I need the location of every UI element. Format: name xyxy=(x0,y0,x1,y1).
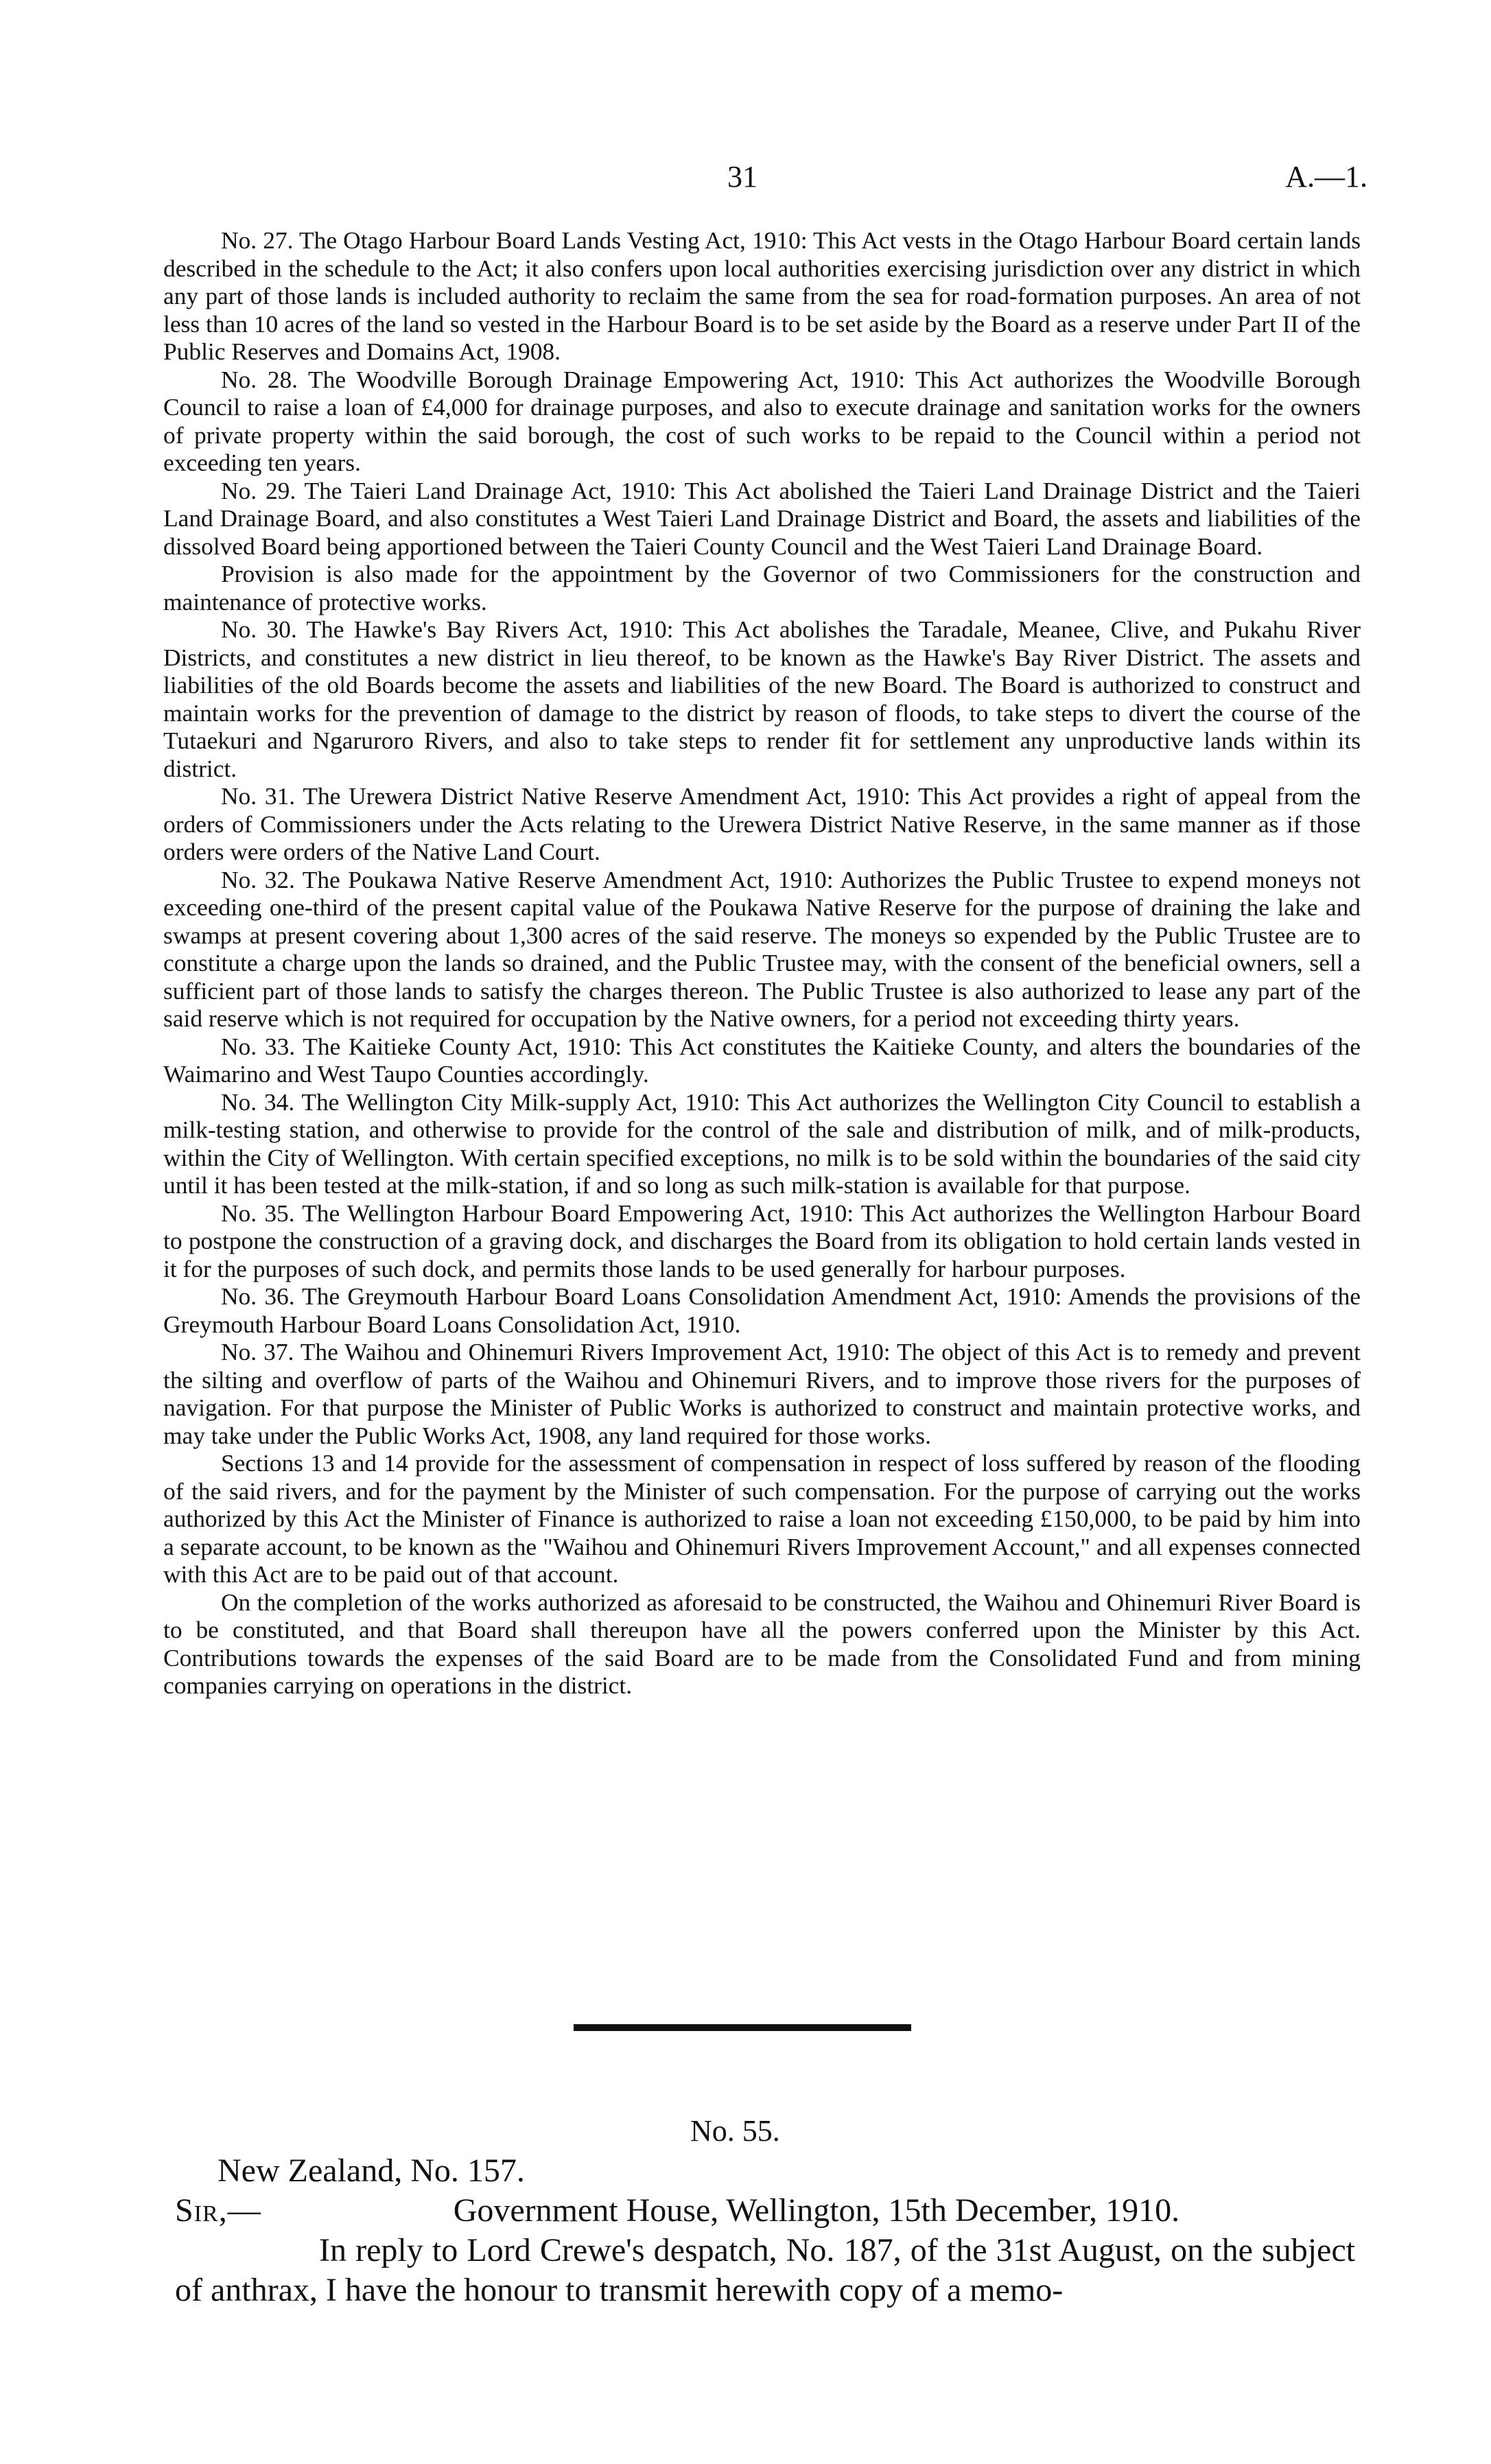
despatch-opening: In reply to Lord Crewe's despatch, No. 187, of the 31st August, on the subject of anthrax, I have the honour to transmit herewith copy of a memo- xyxy=(175,2232,1355,2308)
paragraph-act-33: No. 33. The Kaitieke County Act, 1910: This Act constitutes the Kaitieke County, and alters the boundaries of the Waimarino and West Taupo Counties accordingly. xyxy=(163,1032,1361,1088)
paragraph-act-35: No. 35. The Wellington Harbour Board Empowering Act, 1910: This Act authorizes the Wellington Harbour Board to postpone the construction of a graving dock, and discharges the Board from its obligation to hold certain lands vested in it for the purposes of such dock, and permits those lands to be used generally for harbour purposes. xyxy=(163,1199,1361,1282)
paragraph-act-36: No. 36. The Greymouth Harbour Board Loans Consolidation Amendment Act, 1910: Amends the provisions of the Greymouth Harbour Board Loans Consolidation Act, 1910. xyxy=(163,1282,1361,1338)
paragraph-act-37: No. 37. The Waihou and Ohinemuri Rivers Improvement Act, 1910: The object of this Act is to remedy and prevent the silting and overflow of parts of the Waihou and Ohinemuri Rivers, and to improve those rivers for the purposes of navigation. For that purpose the Minister of Public Works is authorized to construct and maintain protective works, and may take under the Public Works Act, 1908, any land required for those works. xyxy=(163,1338,1361,1449)
paragraph-act-37-sections: Sections 13 and 14 provide for the assessment of compensation in respect of loss suffered by reason of the flooding of the said rivers, and for the payment by the Minister of such compensation. For the purpose of carrying out the works authorized by this Act the Minister of Finance is authorized to raise a loan not exceeding £150,000, to be paid by him into a separate account, to be known as the "Waihou and Ohinemuri Rivers Improvement Account," and all expenses connected with this Act are to be paid out of that account. xyxy=(163,1449,1361,1588)
series-reference: A.—1. xyxy=(1285,160,1367,193)
salutation-line xyxy=(175,2191,1355,2231)
paragraph-act-31: No. 31. The Urewera District Native Reserve Amendment Act, 1910: This Act provides a right of appeal from the orders of Commissioners under the Acts relating to the Urewera District Native Reserve, in the same manner as if those orders were orders of the Native Land Court. xyxy=(163,782,1361,865)
paragraph-act-37-completion: On the completion of the works authorized as aforesaid to be constructed, the Waihou and Ohinemuri River Board is to be constituted, and that Board shall thereupon have all the powers conferred upon the Minister by this Act. Contributions towards the expenses of the said Board are to be made from the Consolidated Fund and from mining companies carrying on operations in the district. xyxy=(163,1588,1361,1699)
paragraph-act-32: No. 32. The Poukawa Native Reserve Amendment Act, 1910: Authorizes the Public Trustee to expend moneys not exceeding one-third of the present capital value of the Poukawa Native Reserve for the purpose of draining the lake and swamps at present covering about 1,300 acres of the said reserve. The moneys so expended by the Public Trustee are to constitute a charge upon the lands so drained, and the Public Trustee may, with the consent of the beneficial owners, sell a sufficient part of those lands to satisfy the charges thereon. The Public Trustee is also authorized to lease any part of the said reserve which is not required for occupation by the Native owners, for a period not exceeding thirty years. xyxy=(163,865,1361,1032)
paragraph-act-28: No. 28. The Woodville Borough Drainage Empowering Act, 1910: This Act authorizes the Woodville Borough Council to raise a loan of £4,000 for drainage purposes, and also to execute drainage and sanitation works for the owners of private property within the said borough, the cost of such works to be repaid to the Council within a period not exceeding ten years. xyxy=(163,365,1361,476)
body-text xyxy=(163,226,1361,1700)
despatch-letter xyxy=(175,2151,1355,2310)
section-divider xyxy=(574,2024,911,2031)
despatch-reference: New Zealand, No. 157. xyxy=(218,2152,525,2189)
paragraph-act-29: No. 29. The Taieri Land Drainage Act, 1910: This Act abolished the Taieri Land Drainage District and the Taieri Land Drainage Board, and also constitutes a West Taieri Land Drainage District and Board, the assets and liabilities of the dissolved Board being apportioned between the Taieri County Council and the West Taieri Land Drainage Board. xyxy=(163,476,1361,560)
paragraph-act-34: No. 34. The Wellington City Milk-supply Act, 1910: This Act authorizes the Wellington City Council to establish a milk-testing station, and otherwise to provide for the control of the sale and distribution of milk, and of milk-products, within the City of Wellington. With certain specified exceptions, no milk is to be sold within the boundaries of the said city until it has been tested at the milk-station, if and so long as such milk-station is available for that purpose. xyxy=(163,1088,1361,1199)
despatch-number: No. 55. xyxy=(690,2114,780,2148)
salutation: Sir,— xyxy=(175,2192,261,2229)
page-number: 31 xyxy=(727,160,758,193)
paragraph-act-29-provision: Provision is also made for the appointment by the Governor of two Commissioners for the construction and maintenance of protective works. xyxy=(163,560,1361,615)
address-date: Government House, Wellington, 15th December, 1910. xyxy=(453,2192,1180,2229)
paragraph-act-30: No. 30. The Hawke's Bay Rivers Act, 1910: This Act abolishes the Taradale, Meanee, Clive, and Pukahu River Districts, and constitutes a new district in lieu thereof, to be known as the Hawke's Bay River District. The assets and liabilities of the old Boards become the assets and liabilities of the new Board. The Board is authorized to construct and maintain works for the prevention of damage to the district by reason of floods, to take steps to divert the course of the Tutaekuri and Ngaruroro Rivers, and also to take steps to render fit for settlement any unproductive lands within its district. xyxy=(163,615,1361,782)
paragraph-act-27: No. 27. The Otago Harbour Board Lands Vesting Act, 1910: This Act vests in the Otago Harbour Board certain lands described in the schedule to the Act; it also confers upon local authorities exercising jurisdiction over any district in which any part of those lands is included authority to reclaim the same from the sea for road-formation purposes. An area of not less than 10 acres of the land so vested in the Harbour Board is to be set aside by the Board as a reserve under Part II of the Public Reserves and Domains Act, 1908. xyxy=(163,226,1361,365)
